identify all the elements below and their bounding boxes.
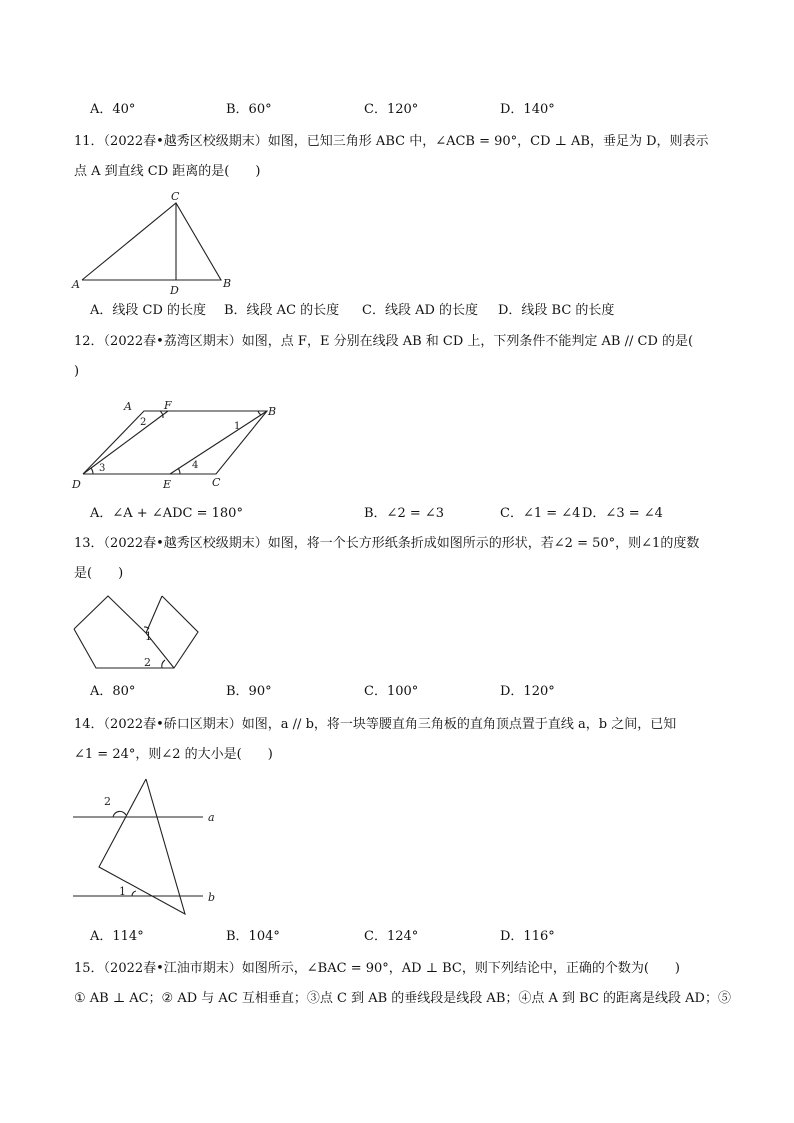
angle-4: 4 [192, 460, 199, 471]
q13-options [90, 683, 750, 701]
angle-3: 3 [99, 463, 106, 474]
label-a: A [72, 278, 80, 291]
angle-2: 2 [104, 795, 111, 808]
q10-options [90, 101, 750, 119]
q11-option-d: D．线段 BC 的长度 [498, 303, 615, 318]
q13-option-c: C．100° [364, 684, 419, 699]
q14-stem-line2: ∠1 = 24°，则∠2 的大小是( ) [74, 747, 273, 762]
q10-option-b: B．60° [226, 102, 272, 117]
line-b-label: b [208, 891, 216, 904]
q11-triangle-figure [68, 188, 243, 298]
q13-stem-line1: 13．（2022春•越秀区校级期末）如图，将一个长方形纸条折成如图所示的形状，若∠2 = 50°，则∠1的度数 [74, 536, 700, 551]
angle-2: 2 [140, 417, 147, 428]
label-f: F [164, 399, 172, 412]
q13-option-b: B．90° [226, 684, 272, 699]
q13-stem-line2: 是( ) [74, 566, 124, 581]
q10-option-d: D．140° [500, 102, 555, 117]
q14-option-c: C．124° [364, 929, 419, 944]
q14-options [90, 928, 750, 946]
q13-folded-strip-figure [66, 590, 206, 675]
q12-stem-line1: 12．（2022春•荔湾区期末）如图，点 F，E 分别在线段 AB 和 CD 上，下列条件不能判定 AB // CD 的是( [74, 334, 694, 349]
angle-1: 1 [145, 630, 152, 643]
q14-option-a: A．114° [90, 929, 144, 944]
q14-option-d: D．116° [500, 929, 555, 944]
q12-option-c: C．∠1 = ∠4 [500, 506, 581, 521]
q13-option-d: D．120° [500, 684, 555, 699]
q12-option-a: A．∠A + ∠ADC = 180° [90, 506, 243, 521]
q15-stem-line1: 15．（2022春•江油市期末）如图所示，∠BAC = 90°，AD ⊥ BC，则下列结论中，正确的个数为( ) [74, 961, 680, 976]
q11-stem-line1: 11．（2022春•越秀区校级期末）如图，已知三角形 ABC 中，∠ACB = 90°，CD ⊥ AB，垂足为 D，则表示 [74, 134, 709, 149]
label-c: C [212, 476, 221, 489]
q11-option-a: A．线段 CD 的长度 [90, 303, 207, 318]
angle-1: 1 [119, 885, 126, 898]
q10-option-a: A．40° [90, 102, 136, 117]
q14-option-b: B．104° [226, 929, 280, 944]
q12-stem-line2: ) [74, 364, 80, 379]
label-b: B [223, 277, 232, 290]
label-d: D [72, 478, 81, 491]
q13-option-a: A．80° [90, 684, 136, 699]
q12-option-b: B．∠2 = ∠3 [364, 506, 445, 521]
q11-stem-line2: 点 A 到直线 CD 距离的是( ) [74, 164, 261, 179]
q11-option-b: B．线段 AC 的长度 [224, 303, 340, 318]
label-e: E [163, 478, 172, 491]
q12-parallelogram-figure [66, 398, 296, 493]
q14-parallel-lines-figure [66, 775, 226, 920]
q11-option-c: C．线段 AD 的长度 [362, 303, 479, 318]
label-a: A [124, 400, 132, 413]
label-c: C [171, 190, 180, 203]
q12-options [90, 505, 750, 523]
q10-option-c: C．120° [364, 102, 419, 117]
label-d: D [170, 284, 179, 297]
angle-1: 1 [234, 421, 241, 432]
label-b: B [268, 405, 277, 418]
line-a-label: a [208, 811, 215, 824]
q15-stem-line2: ① AB ⊥ AC；② AD 与 AC 互相垂直；③点 C 到 AB 的垂线段是线段 AB；④点 A 到 BC 的距离是线段 AD；⑤ [74, 991, 731, 1006]
q14-stem-line1: 14．（2022春•硚口区期末）如图，a // b，将一块等腰直角三角板的直角顶点置于直线 a，b 之间，已知 [74, 717, 677, 732]
q11-options [90, 302, 750, 320]
angle-2: 2 [144, 656, 151, 669]
q12-option-d: D．∠3 = ∠4 [582, 506, 663, 521]
